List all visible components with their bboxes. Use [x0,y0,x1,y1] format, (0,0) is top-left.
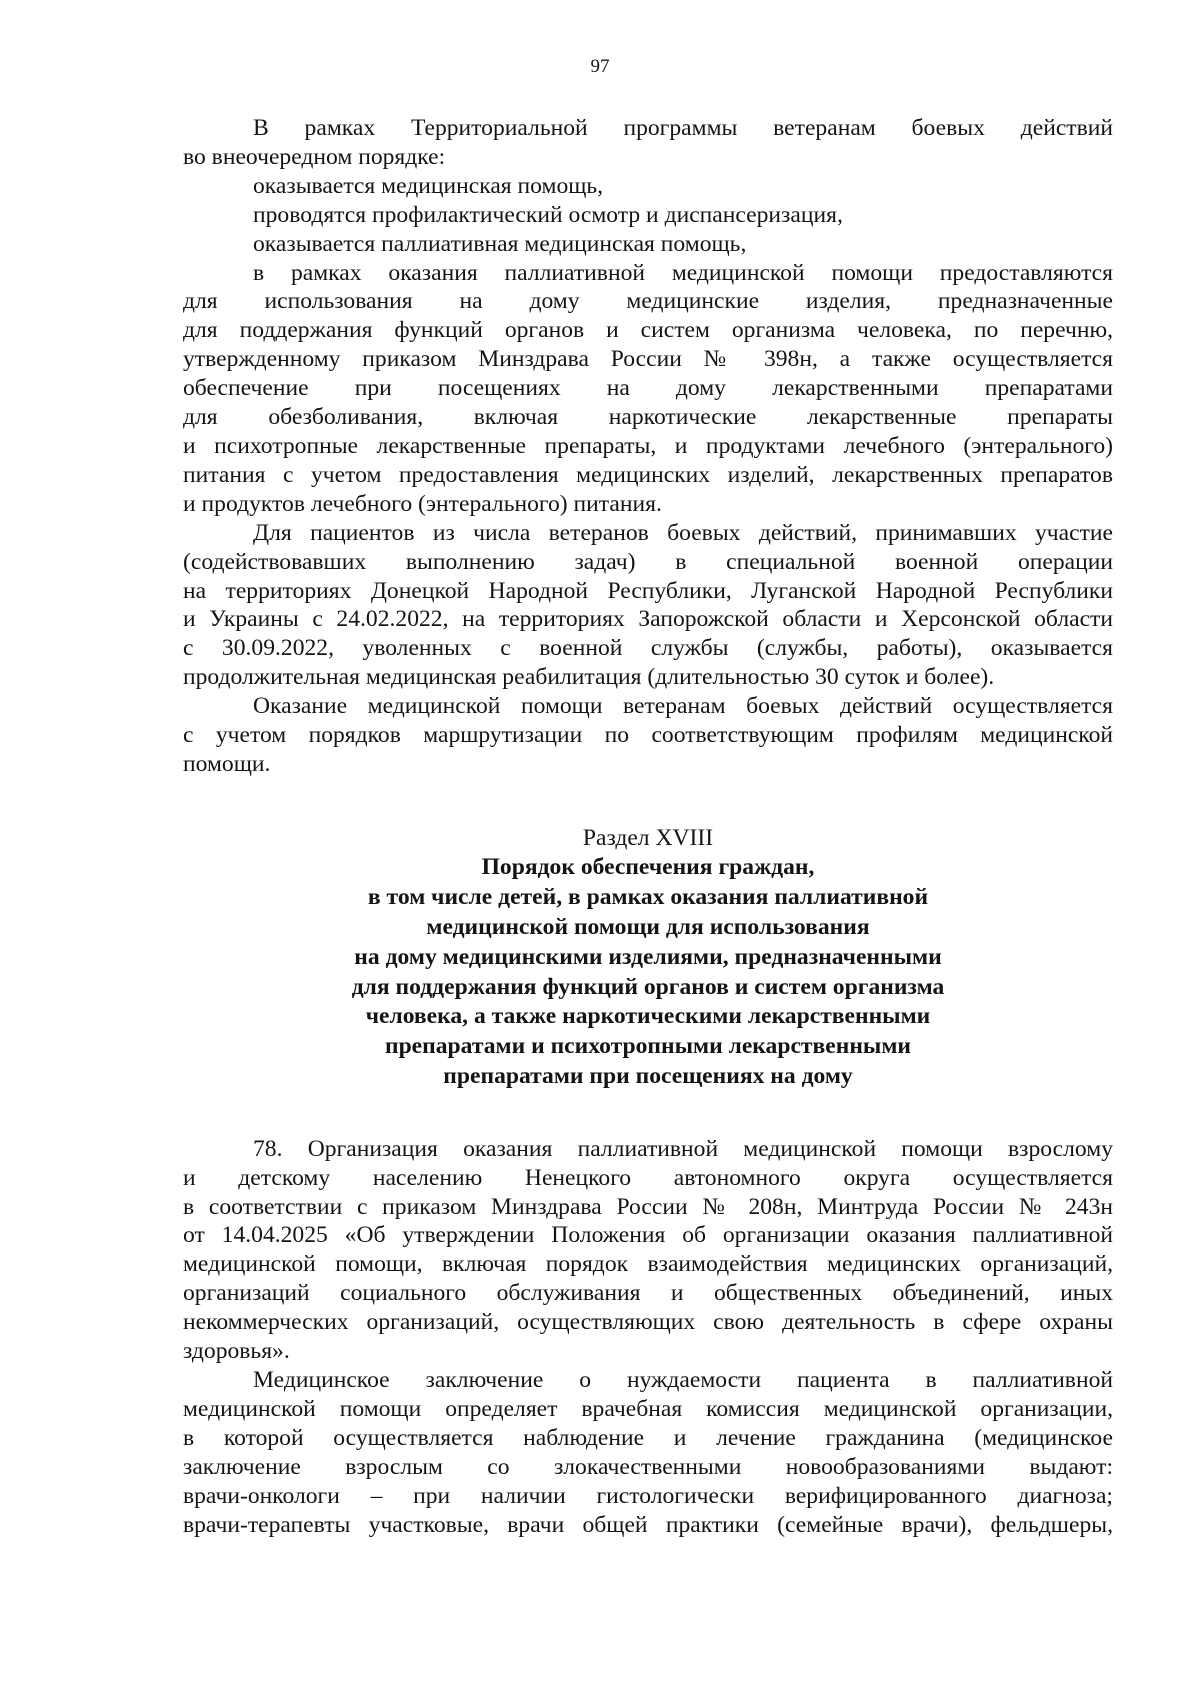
rehabilitation-paragraph [183,519,1113,692]
text-line: заключение взрослым со злокачественными новообразованиями выдают: [183,1453,1113,1480]
text-line: здоровья». [183,1338,290,1365]
document-body [183,114,1113,1539]
section-title-line: человека, а также наркотическими лекарственными [365,1003,931,1030]
section-title-line: на дому медицинскими изделиями, предназначенными [354,943,942,970]
text-line: утвержденному приказом Минздрава России № 398н, а также осуществляется [183,346,1113,373]
text-line: и детскому населению Ненецкого автономного округа осуществляется [183,1164,1113,1191]
routing-paragraph [183,692,1113,779]
text-line: Оказание медицинской помощи ветеранам боевых действий осуществляется [253,693,1113,720]
section-title-line: Порядок обеспечения граждан, [481,854,815,881]
text-line: с 30.09.2022, уволенных с военной службы (службы, работы), оказывается [183,635,1113,662]
text-line: помощи. [183,750,271,777]
text-line: врачи-онкологи – при наличии гистологически верифицированного диагноза; [183,1482,1113,1509]
text-line: для поддержания функций органов и систем организма человека, по перечню, [183,317,1113,344]
text-line: медицинской помощи определяет врачебная комиссия медицинской организации, [183,1395,1113,1422]
text-line: обеспечение при посещениях на дому лекарственными препаратами [183,375,1113,402]
text-line: и Украины с 24.02.2022, на территориях Запорожской области и Херсонской области [183,606,1113,633]
text-line: некоммерческих организаций, осуществляющих свою деятельность в сфере охраны [183,1309,1113,1336]
list-item: оказывается медицинская помощь, [253,172,604,199]
text-line: Для пациентов из числа ветеранов боевых действий, принимавших участие [253,519,1113,546]
text-line: Медицинское заключение о нуждаемости пациента в паллиативной [253,1366,1113,1393]
text-line: в рамках оказания паллиативной медицинской помощи предоставляются [253,259,1113,286]
section-title [183,853,1113,1091]
text-line: для использования на дому медицинские изделия, предназначенные [183,288,1113,315]
intro-paragraph [183,114,1113,172]
text-line: в соответствии с приказом Минздрава России № 208н, Минтруда России № 243н [183,1193,1113,1220]
text-line: с учетом порядков маршрутизации по соответствующим профилям медицинской [183,722,1113,749]
text-line: для обезболивания, включая наркотические лекарственные препараты [183,404,1113,431]
list-item: проводятся профилактический осмотр и диспансеризация, [253,201,843,228]
section-heading [183,824,1113,1092]
section-title-line: для поддержания функций органов и систем организма [351,973,945,1000]
text-line: питания с учетом предоставления медицинских изделий, лекарственных препаратов [183,461,1113,488]
text-line: и продуктов лечебного (энтерального) питания. [183,490,662,517]
medical-conclusion-paragraph [183,1366,1113,1539]
text-line: 78. Организация оказания паллиативной медицинской помощи взрослому [253,1135,1113,1162]
list-item: оказывается паллиативная медицинская помощь, [253,230,747,257]
text-line: организаций социального обслуживания и общественных объединений, иных [183,1280,1113,1307]
section-title-line: препаратами при посещениях на дому [443,1062,853,1089]
text-line: продолжительная медицинская реабилитация (длительностью 30 суток и более). [183,664,995,691]
text-line: в которой осуществляется наблюдение и лечение гражданина (медицинское [183,1424,1113,1451]
text-line: врачи-терапевты участковые, врачи общей практики (семейные врачи), фельдшеры, [183,1511,1113,1538]
text-line: на территориях Донецкой Народной Республики, Луганской Народной Республики [183,577,1113,604]
section-title-line: препаратами и психотропными лекарственными [384,1033,912,1060]
section-label: Раздел XVIII [582,824,714,851]
text-line: во внеочередном порядке: [183,143,446,170]
section-title-line: в том числе детей, в рамках оказания паллиативной [367,884,929,911]
text-line: (содействовавших выполнению задач) в специальной военной операции [183,548,1113,575]
page-number: 97 [590,56,610,77]
text-line: медицинской помощи, включая порядок взаимодействия медицинских организаций, [183,1251,1113,1278]
text-line: В рамках Территориальной программы ветеранам боевых действий [253,115,1113,141]
section-title-line: медицинской помощи для использования [426,913,870,940]
veteran-services-list [183,172,1113,259]
paragraph-78 [183,1135,1113,1366]
text-line: и психотропные лекарственные препараты, и продуктами лечебного (энтерального) [183,432,1113,459]
text-line: от 14.04.2025 «Об утверждении Положения об организации оказания паллиативной [183,1222,1113,1249]
medical-devices-paragraph [183,259,1113,519]
